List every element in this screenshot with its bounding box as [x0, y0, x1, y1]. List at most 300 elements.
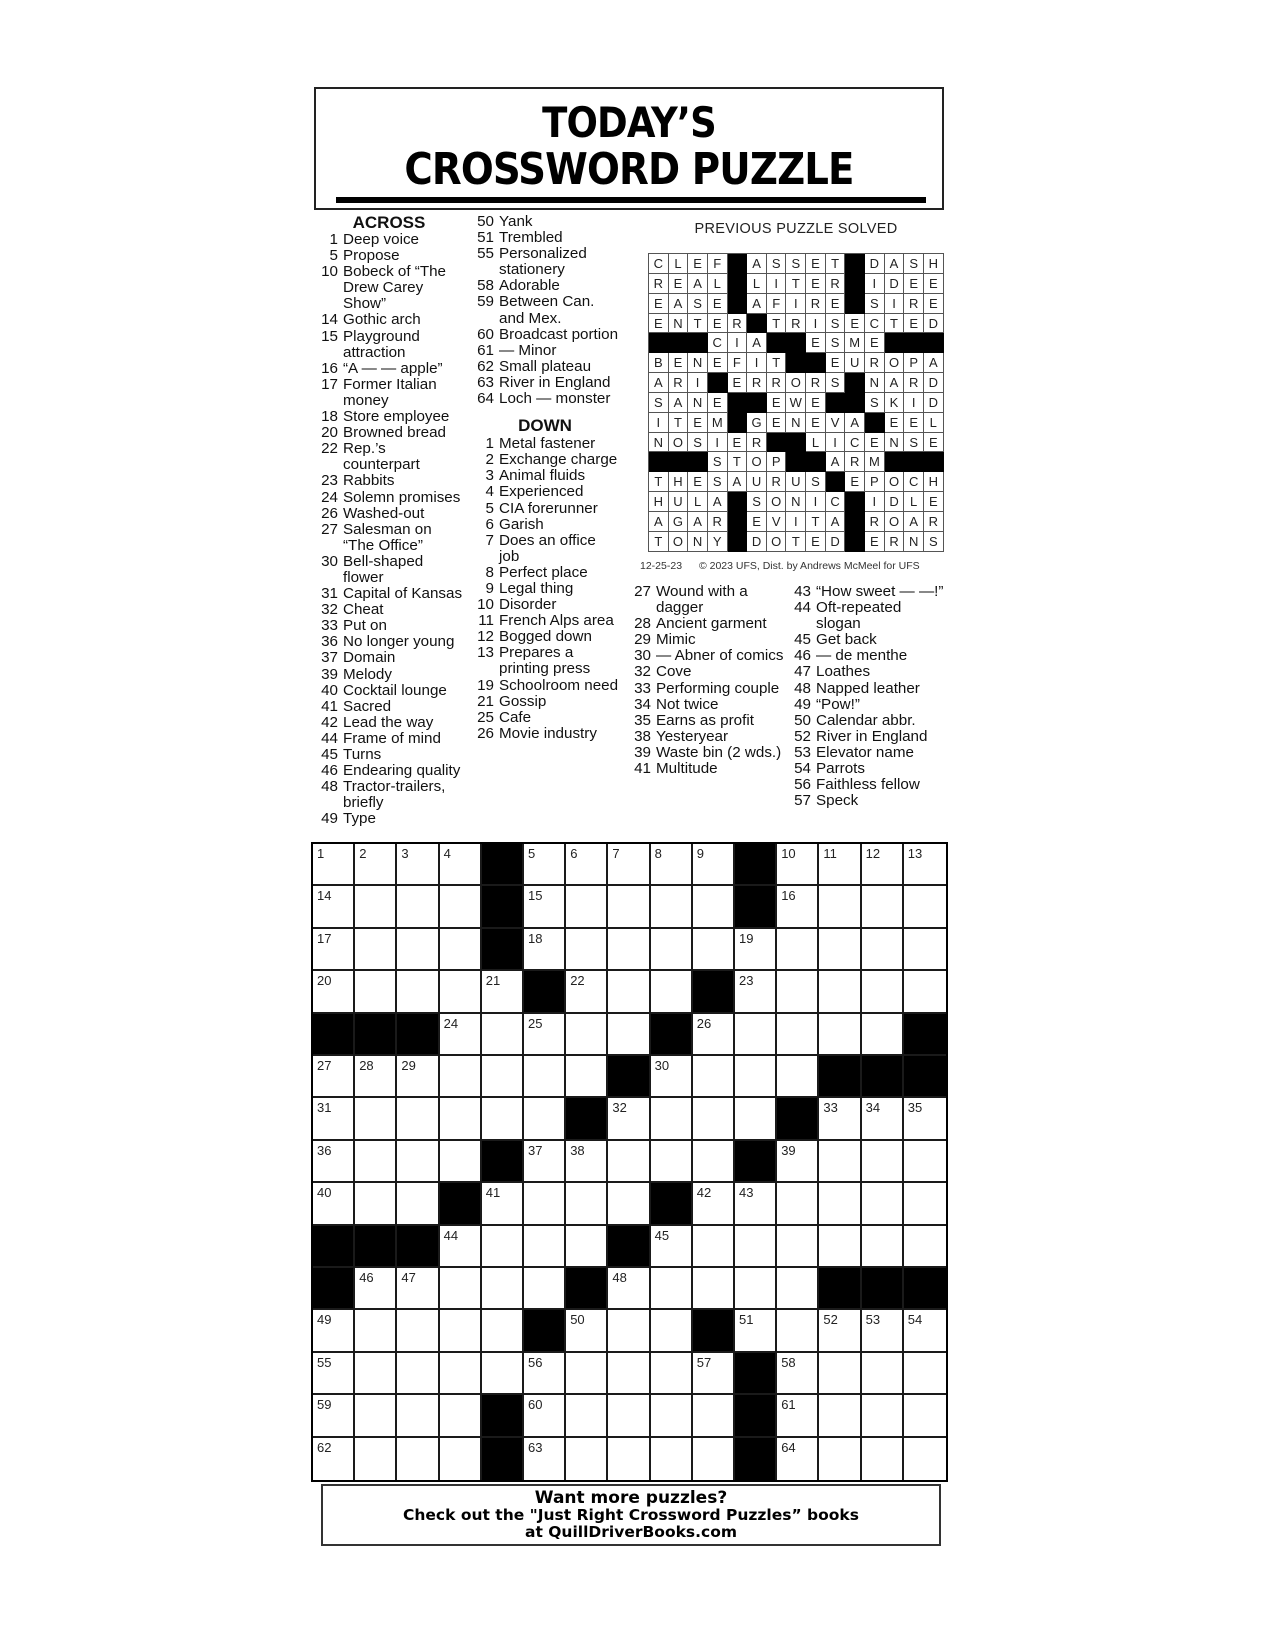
- grid-cell[interactable]: [355, 971, 397, 1013]
- grid-cell[interactable]: [777, 1141, 819, 1183]
- clue-number: 52: [794, 727, 811, 745]
- across-clue-30[interactable]: [314, 554, 464, 586]
- grid-cell[interactable]: [608, 1310, 650, 1352]
- grid-cell[interactable]: [904, 1141, 946, 1183]
- down-clue-39[interactable]: [627, 745, 787, 761]
- across-clue-64[interactable]: [470, 391, 620, 407]
- grid-cell[interactable]: [355, 1438, 397, 1480]
- grid-cell[interactable]: [524, 1226, 566, 1268]
- grid-cell[interactable]: [355, 929, 397, 971]
- down-clue-8[interactable]: [470, 565, 620, 581]
- grid-cell[interactable]: [524, 1438, 566, 1480]
- grid-cell[interactable]: [440, 1141, 482, 1183]
- grid-cell[interactable]: [313, 1353, 355, 1395]
- across-clue-10[interactable]: [314, 264, 464, 312]
- down-clue-12[interactable]: [470, 629, 620, 645]
- across-clue-63[interactable]: [470, 375, 620, 391]
- down-clue-49[interactable]: [787, 697, 947, 713]
- clue-text: Playground attraction: [343, 327, 420, 361]
- grid-cell[interactable]: [524, 1353, 566, 1395]
- down-clue-57[interactable]: [787, 793, 947, 809]
- solved-letter-cell: R: [826, 274, 846, 294]
- grid-cell[interactable]: [904, 1438, 946, 1480]
- grid-cell[interactable]: [651, 1395, 693, 1437]
- grid-cell[interactable]: [566, 886, 608, 928]
- across-clue-61[interactable]: [470, 343, 620, 359]
- promo-link[interactable]: at QuillDriverBooks.com: [524, 1523, 738, 1541]
- grid-cell[interactable]: [313, 1395, 355, 1437]
- solved-letter-cell: V: [767, 512, 787, 532]
- grid-cell[interactable]: [862, 1395, 904, 1437]
- grid-cell[interactable]: [313, 1098, 355, 1140]
- grid-cell[interactable]: [608, 1438, 650, 1480]
- clue-text: Sacred: [343, 697, 392, 715]
- grid-cell[interactable]: [735, 1056, 777, 1098]
- across-clue-23[interactable]: [314, 473, 464, 489]
- grid-cell[interactable]: [566, 971, 608, 1013]
- grid-cell[interactable]: [524, 1268, 566, 1310]
- grid-cell[interactable]: [566, 929, 608, 971]
- grid-cell[interactable]: [651, 1438, 693, 1480]
- grid-cell[interactable]: [904, 844, 946, 886]
- grid-cell[interactable]: [735, 971, 777, 1013]
- solved-letter-cell: F: [708, 254, 728, 274]
- grid-cell[interactable]: [819, 929, 861, 971]
- grid-cell[interactable]: [735, 1310, 777, 1352]
- down-clue-56[interactable]: [787, 777, 947, 793]
- grid-cell[interactable]: [313, 1141, 355, 1183]
- grid-cell[interactable]: [608, 1183, 650, 1225]
- grid-cell[interactable]: [904, 1098, 946, 1140]
- across-clue-37[interactable]: [314, 650, 464, 666]
- down-clue-44[interactable]: [787, 600, 947, 632]
- grid-cell[interactable]: [397, 1141, 439, 1183]
- grid-cell[interactable]: [819, 1014, 861, 1056]
- down-clue-27[interactable]: [627, 584, 787, 616]
- grid-cell[interactable]: [566, 1353, 608, 1395]
- solved-letter-cell: A: [688, 274, 708, 294]
- across-clue-41[interactable]: [314, 699, 464, 715]
- down-clue-52[interactable]: [787, 729, 947, 745]
- across-clue-31[interactable]: [314, 586, 464, 602]
- grid-cell[interactable]: [440, 1395, 482, 1437]
- grid-cell[interactable]: [693, 1226, 735, 1268]
- down-clue-19[interactable]: [470, 678, 620, 694]
- grid-cell[interactable]: [355, 1395, 397, 1437]
- grid-cell[interactable]: [397, 1056, 439, 1098]
- grid-cell[interactable]: [524, 1141, 566, 1183]
- grid-cell[interactable]: [777, 1310, 819, 1352]
- across-clue-26[interactable]: [314, 506, 464, 522]
- across-clue-44[interactable]: [314, 731, 464, 747]
- grid-cell[interactable]: [355, 844, 397, 886]
- grid-cell[interactable]: [440, 1014, 482, 1056]
- grid-cell[interactable]: [777, 1226, 819, 1268]
- clue-text: Ancient garment: [656, 615, 767, 633]
- grid-cell[interactable]: [524, 1056, 566, 1098]
- cell-number: 7: [612, 846, 620, 861]
- grid-cell[interactable]: [608, 1353, 650, 1395]
- down-clue-29[interactable]: [627, 632, 787, 648]
- down-clue-3[interactable]: [470, 468, 620, 484]
- grid-cell[interactable]: [313, 1056, 355, 1098]
- solved-black-square: [845, 532, 865, 552]
- across-clue-51[interactable]: [470, 230, 620, 246]
- across-clue-33[interactable]: [314, 618, 464, 634]
- grid-cell[interactable]: [566, 1438, 608, 1480]
- grid-cell[interactable]: [355, 1268, 397, 1310]
- clue-text: Yesteryear: [656, 727, 729, 745]
- grid-cell[interactable]: [777, 886, 819, 928]
- grid-cell[interactable]: [819, 1098, 861, 1140]
- grid-cell[interactable]: [651, 929, 693, 971]
- grid-cell[interactable]: [355, 1141, 397, 1183]
- grid-cell[interactable]: [693, 929, 735, 971]
- down-clue-28[interactable]: [627, 616, 787, 632]
- grid-cell[interactable]: [440, 844, 482, 886]
- grid-cell[interactable]: [693, 886, 735, 928]
- grid-cell[interactable]: [819, 1183, 861, 1225]
- grid-cell[interactable]: [862, 1226, 904, 1268]
- down-clue-30[interactable]: [627, 648, 787, 664]
- across-clue-14[interactable]: [314, 312, 464, 328]
- down-clue-54[interactable]: [787, 761, 947, 777]
- across-clue-40[interactable]: [314, 683, 464, 699]
- grid-cell[interactable]: [735, 1098, 777, 1140]
- solved-letter-cell: T: [767, 314, 787, 334]
- grid-cell[interactable]: [566, 844, 608, 886]
- grid-cell[interactable]: [735, 929, 777, 971]
- grid-cell[interactable]: [693, 1141, 735, 1183]
- grid-cell[interactable]: [777, 1183, 819, 1225]
- grid-cell[interactable]: [524, 929, 566, 971]
- solved-letter-cell: A: [885, 254, 905, 274]
- grid-cell[interactable]: [397, 1268, 439, 1310]
- across-clue-49[interactable]: [314, 811, 464, 827]
- grid-cell[interactable]: [313, 971, 355, 1013]
- grid-cell[interactable]: [777, 1014, 819, 1056]
- grid-cell[interactable]: [608, 1014, 650, 1056]
- grid-cell[interactable]: [862, 886, 904, 928]
- solved-letter-cell: R: [708, 512, 728, 532]
- grid-cell[interactable]: [904, 929, 946, 971]
- solved-letter-cell: F: [767, 294, 787, 314]
- clue-number: 32: [321, 601, 338, 619]
- grid-cell[interactable]: [651, 1226, 693, 1268]
- grid-cell[interactable]: [862, 1141, 904, 1183]
- grid-cell[interactable]: [608, 971, 650, 1013]
- grid-cell[interactable]: [313, 886, 355, 928]
- grid-cell[interactable]: [777, 1438, 819, 1480]
- down-clue-5[interactable]: [470, 501, 620, 517]
- solved-letter-cell: U: [845, 353, 865, 373]
- grid-cell[interactable]: [440, 1056, 482, 1098]
- grid-cell[interactable]: [397, 1395, 439, 1437]
- grid-cell[interactable]: [355, 886, 397, 928]
- grid-cell[interactable]: [440, 1310, 482, 1352]
- grid-cell[interactable]: [440, 1268, 482, 1310]
- grid-cell[interactable]: [566, 1395, 608, 1437]
- across-clue-36[interactable]: [314, 634, 464, 650]
- grid-cell[interactable]: [651, 886, 693, 928]
- grid-cell[interactable]: [693, 844, 735, 886]
- grid-cell[interactable]: [482, 971, 524, 1013]
- grid-cell[interactable]: [777, 1056, 819, 1098]
- grid-cell[interactable]: [313, 844, 355, 886]
- grid-cell[interactable]: [693, 1438, 735, 1480]
- down-clue-25[interactable]: [470, 710, 620, 726]
- across-clue-45[interactable]: [314, 747, 464, 763]
- grid-cell[interactable]: [566, 1141, 608, 1183]
- across-clue-60[interactable]: [470, 327, 620, 343]
- grid-cell[interactable]: [608, 1141, 650, 1183]
- across-clue-32[interactable]: [314, 602, 464, 618]
- down-clue-10[interactable]: [470, 597, 620, 613]
- grid-cell[interactable]: [355, 1310, 397, 1352]
- grid-cell[interactable]: [524, 1183, 566, 1225]
- across-clue-15[interactable]: [314, 329, 464, 361]
- clue-number: 63: [477, 373, 494, 391]
- grid-cell[interactable]: [482, 1353, 524, 1395]
- grid-cell[interactable]: [693, 1353, 735, 1395]
- grid-cell[interactable]: [482, 1310, 524, 1352]
- grid-cell[interactable]: [524, 1395, 566, 1437]
- grid-cell[interactable]: [313, 1310, 355, 1352]
- grid-cell[interactable]: [819, 886, 861, 928]
- across-clue-17[interactable]: [314, 377, 464, 409]
- grid-cell[interactable]: [693, 1098, 735, 1140]
- grid-cell[interactable]: [693, 1395, 735, 1437]
- clue-number: 27: [634, 583, 651, 600]
- grid-cell[interactable]: [862, 1310, 904, 1352]
- grid-cell[interactable]: [608, 1395, 650, 1437]
- down-clue-41[interactable]: [627, 761, 787, 777]
- grid-cell[interactable]: [735, 1226, 777, 1268]
- grid-cell[interactable]: [819, 1141, 861, 1183]
- solved-letter-cell: R: [767, 472, 787, 492]
- grid-cell[interactable]: [651, 1310, 693, 1352]
- across-clue-55[interactable]: [470, 246, 620, 278]
- grid-cell[interactable]: [651, 1268, 693, 1310]
- clue-text: Schoolroom need: [499, 676, 619, 694]
- grid-cell[interactable]: [862, 1014, 904, 1056]
- clue-number: 38: [634, 727, 651, 745]
- down-clue-33[interactable]: [627, 681, 787, 697]
- across-clue-16[interactable]: [314, 361, 464, 377]
- grid-cell[interactable]: [608, 1268, 650, 1310]
- down-clue-46[interactable]: [787, 648, 947, 664]
- grid-cell[interactable]: [693, 1268, 735, 1310]
- down-clue-43[interactable]: [787, 584, 947, 600]
- grid-cell[interactable]: [777, 971, 819, 1013]
- across-clue-18[interactable]: [314, 409, 464, 425]
- grid-cell[interactable]: [819, 971, 861, 1013]
- grid-cell[interactable]: [777, 1395, 819, 1437]
- grid-cell[interactable]: [397, 844, 439, 886]
- across-clue-39[interactable]: [314, 667, 464, 683]
- grid-cell[interactable]: [440, 1098, 482, 1140]
- grid-cell[interactable]: [355, 1353, 397, 1395]
- grid-cell[interactable]: [735, 1183, 777, 1225]
- grid-cell[interactable]: [355, 1056, 397, 1098]
- grid-cell[interactable]: [735, 1014, 777, 1056]
- grid-cell[interactable]: [693, 1014, 735, 1056]
- grid-cell[interactable]: [819, 1438, 861, 1480]
- across-clue-59[interactable]: [470, 294, 620, 326]
- grid-cell[interactable]: [524, 1098, 566, 1140]
- grid-cell[interactable]: [566, 1310, 608, 1352]
- solved-letter-cell: E: [688, 472, 708, 492]
- grid-cell[interactable]: [482, 1268, 524, 1310]
- grid-cell[interactable]: [693, 1056, 735, 1098]
- solved-letter-cell: A: [885, 373, 905, 393]
- down-clue-50[interactable]: [787, 713, 947, 729]
- down-clue-11[interactable]: [470, 613, 620, 629]
- down-clue-9[interactable]: [470, 581, 620, 597]
- grid-cell[interactable]: [819, 1310, 861, 1352]
- clue-number: 11: [478, 612, 494, 630]
- grid-cell[interactable]: [651, 1141, 693, 1183]
- down-clue-2[interactable]: [470, 452, 620, 468]
- grid-cell[interactable]: [313, 929, 355, 971]
- down-clue-26[interactable]: [470, 726, 620, 742]
- grid-cell[interactable]: [482, 1014, 524, 1056]
- across-clue-62[interactable]: [470, 359, 620, 375]
- grid-cell[interactable]: [608, 844, 650, 886]
- grid-cell[interactable]: [862, 1438, 904, 1480]
- grid-cell[interactable]: [566, 1014, 608, 1056]
- across-clue-48[interactable]: [314, 779, 464, 811]
- grid-cell[interactable]: [862, 971, 904, 1013]
- down-clue-45[interactable]: [787, 632, 947, 648]
- across-clue-42[interactable]: [314, 715, 464, 731]
- grid-cell[interactable]: [904, 886, 946, 928]
- grid-cell[interactable]: [904, 1353, 946, 1395]
- grid-cell[interactable]: [440, 1438, 482, 1480]
- grid-cell[interactable]: [524, 886, 566, 928]
- grid-cell[interactable]: [735, 1268, 777, 1310]
- grid-cell[interactable]: [777, 844, 819, 886]
- grid-cell[interactable]: [904, 1310, 946, 1352]
- grid-cell[interactable]: [440, 1353, 482, 1395]
- grid-cell[interactable]: [355, 1183, 397, 1225]
- grid-cell[interactable]: [651, 1353, 693, 1395]
- grid-cell[interactable]: [819, 844, 861, 886]
- grid-cell[interactable]: [904, 1183, 946, 1225]
- grid-cell[interactable]: [482, 1183, 524, 1225]
- grid-cell[interactable]: [862, 844, 904, 886]
- solved-letter-cell: Y: [708, 532, 728, 552]
- solved-letter-cell: I: [767, 274, 787, 294]
- solved-letter-cell: D: [924, 393, 944, 413]
- grid-cell[interactable]: [313, 1183, 355, 1225]
- grid-cell[interactable]: [566, 1226, 608, 1268]
- grid-cell[interactable]: [651, 1098, 693, 1140]
- down-clue-38[interactable]: [627, 729, 787, 745]
- grid-cell[interactable]: [440, 1226, 482, 1268]
- down-clue-13[interactable]: [470, 645, 620, 677]
- grid-cell[interactable]: [482, 1098, 524, 1140]
- across-clue-50[interactable]: [470, 214, 620, 230]
- grid-cell[interactable]: [777, 929, 819, 971]
- down-clue-21[interactable]: [470, 694, 620, 710]
- grid-cell[interactable]: [397, 886, 439, 928]
- grid-cell[interactable]: [693, 1183, 735, 1225]
- grid-cell[interactable]: [651, 844, 693, 886]
- across-clue-24[interactable]: [314, 490, 464, 506]
- grid-cell[interactable]: [313, 1438, 355, 1480]
- across-clue-1[interactable]: [314, 232, 464, 248]
- across-clue-46[interactable]: [314, 763, 464, 779]
- down-clue-48[interactable]: [787, 681, 947, 697]
- grid-cell[interactable]: [440, 886, 482, 928]
- solved-letter-cell: V: [826, 413, 846, 433]
- grid-cell[interactable]: [397, 929, 439, 971]
- grid-cell[interactable]: [819, 1226, 861, 1268]
- across-clue-58[interactable]: [470, 278, 620, 294]
- down-clue-34[interactable]: [627, 697, 787, 713]
- grid-cell[interactable]: [862, 1183, 904, 1225]
- grid-cell[interactable]: [397, 971, 439, 1013]
- down-clue-7[interactable]: [470, 533, 620, 565]
- across-clue-27[interactable]: [314, 522, 464, 554]
- grid-cell[interactable]: [482, 1226, 524, 1268]
- grid-cell[interactable]: [904, 1226, 946, 1268]
- grid-cell[interactable]: [397, 1098, 439, 1140]
- grid-cell[interactable]: [524, 1014, 566, 1056]
- across-clue-20[interactable]: [314, 425, 464, 441]
- solved-letter-cell: N: [688, 532, 708, 552]
- down-clue-53[interactable]: [787, 745, 947, 761]
- grid-cell[interactable]: [904, 971, 946, 1013]
- clue-text: Calendar abbr.: [816, 711, 916, 729]
- grid-cell[interactable]: [608, 1098, 650, 1140]
- grid-cell[interactable]: [819, 1353, 861, 1395]
- grid-cell[interactable]: [397, 1353, 439, 1395]
- grid-cell[interactable]: [524, 844, 566, 886]
- down-clue-35[interactable]: [627, 713, 787, 729]
- grid-cell[interactable]: [862, 1353, 904, 1395]
- title-underline: [336, 197, 926, 203]
- grid-cell[interactable]: [862, 1098, 904, 1140]
- grid-cell[interactable]: [397, 1310, 439, 1352]
- grid-cell[interactable]: [608, 886, 650, 928]
- grid-cell[interactable]: [862, 929, 904, 971]
- grid-cell[interactable]: [777, 1353, 819, 1395]
- down-clue-47[interactable]: [787, 664, 947, 680]
- grid-cell[interactable]: [440, 929, 482, 971]
- grid-cell[interactable]: [482, 1056, 524, 1098]
- grid-cell[interactable]: [904, 1395, 946, 1437]
- grid-cell[interactable]: [397, 1183, 439, 1225]
- down-clue-32[interactable]: [627, 664, 787, 680]
- grid-cell[interactable]: [566, 1056, 608, 1098]
- down-clue-6[interactable]: [470, 517, 620, 533]
- grid-cell[interactable]: [397, 1438, 439, 1480]
- down-clue-4[interactable]: [470, 484, 620, 500]
- across-clue-5[interactable]: [314, 248, 464, 264]
- grid-cell[interactable]: [608, 929, 650, 971]
- down-clue-1[interactable]: [470, 436, 620, 452]
- grid-cell[interactable]: [819, 1395, 861, 1437]
- grid-cell[interactable]: [440, 971, 482, 1013]
- across-clue-22[interactable]: [314, 441, 464, 473]
- grid-cell[interactable]: [777, 1268, 819, 1310]
- grid-cell[interactable]: [566, 1183, 608, 1225]
- grid-cell[interactable]: [355, 1098, 397, 1140]
- grid-cell[interactable]: [651, 971, 693, 1013]
- grid-cell[interactable]: [651, 1056, 693, 1098]
